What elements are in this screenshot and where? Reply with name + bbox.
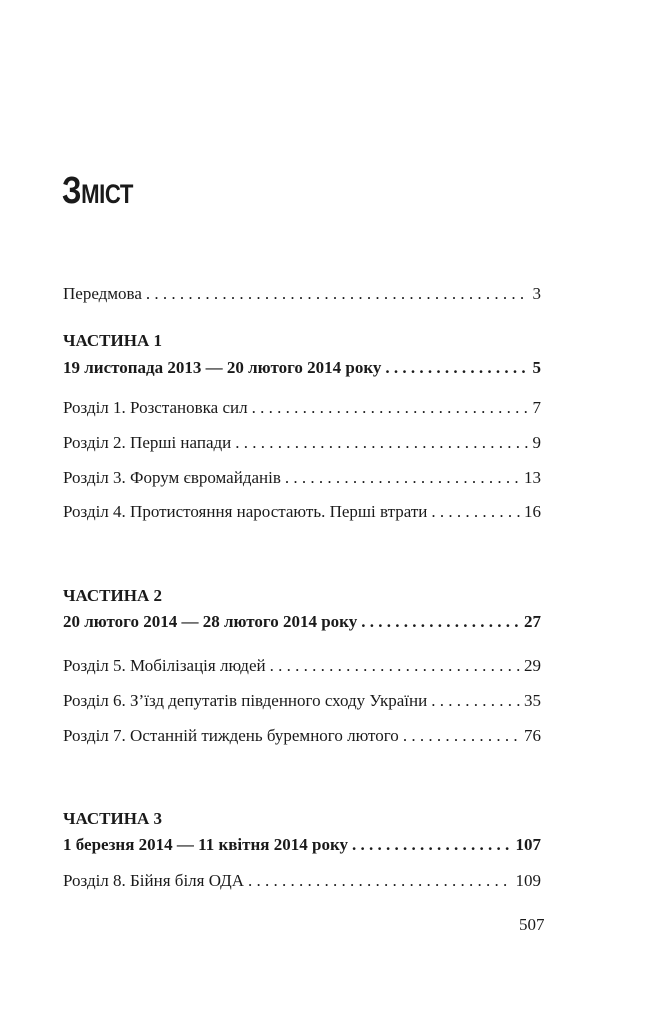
toc-leader xyxy=(235,432,528,454)
toc-leader xyxy=(431,501,520,523)
toc-entry-chapter-1 xyxy=(63,397,541,419)
toc-entry-label: 19 листопада 2013 — 20 лютого 2014 року xyxy=(63,358,382,377)
toc-entry-page: 109 xyxy=(515,871,541,890)
toc-entry-chapter-4 xyxy=(63,501,541,523)
toc-entry-chapter-2 xyxy=(63,432,541,454)
toc-entry-page: 9 xyxy=(532,433,541,452)
toc-entry-label: Розділ 6. З’їзд депутатів південного сходу України xyxy=(63,691,428,710)
toc-entry-label: Розділ 1. Розстановка сил xyxy=(63,398,248,417)
toc-entry-chapter-5 xyxy=(63,655,541,677)
toc-entry-page: 3 xyxy=(532,284,541,303)
toc-entry-chapter-7 xyxy=(63,725,541,747)
page-title-initial: З xyxy=(62,170,82,212)
toc-leader xyxy=(403,725,520,747)
toc-entry-page: 16 xyxy=(524,502,541,521)
toc-entry-label: Передмова xyxy=(63,284,142,303)
toc-entry-page: 5 xyxy=(532,358,541,377)
part-heading-1: ЧАСТИНА 1 xyxy=(63,331,162,350)
toc-part-2-dates xyxy=(63,611,541,633)
toc-entry-page: 107 xyxy=(515,835,541,854)
toc-entry-page: 29 xyxy=(524,656,541,675)
page-number: 507 xyxy=(519,915,545,934)
toc-leader xyxy=(285,467,520,489)
part-heading-3: ЧАСТИНА 3 xyxy=(63,809,162,828)
toc-leader xyxy=(352,834,511,856)
toc-entry-label: Розділ 2. Перші напади xyxy=(63,433,232,452)
toc-entry-chapter-6 xyxy=(63,690,541,712)
toc-entry-page: 35 xyxy=(524,691,541,710)
toc-leader xyxy=(270,655,520,677)
toc-entry-label: Розділ 5. Мобілізація людей xyxy=(63,656,266,675)
toc-entry-chapter-8 xyxy=(63,870,541,892)
toc-entry-label: Розділ 8. Бійня біля ОДА xyxy=(63,871,245,890)
toc-leader xyxy=(252,397,529,419)
part-heading-2: ЧАСТИНА 2 xyxy=(63,586,162,605)
toc-part-3-dates xyxy=(63,834,541,856)
toc-entry-label: Розділ 7. Останній тиждень буремного лютого xyxy=(63,726,399,745)
toc-entry-label: 20 лютого 2014 — 28 лютого 2014 року xyxy=(63,612,358,631)
toc-entry-page: 27 xyxy=(524,612,541,631)
toc-leader xyxy=(361,611,520,633)
toc-entry-chapter-3 xyxy=(63,467,541,489)
toc-entry-label: Розділ 3. Форум євромайданів xyxy=(63,468,281,487)
toc-entry-label: 1 березня 2014 — 11 квітня 2014 року xyxy=(63,835,349,854)
page-title-rest: МІСТ xyxy=(81,179,134,209)
toc-part-1-dates xyxy=(63,357,541,379)
toc-entry-foreword xyxy=(63,283,541,305)
toc-entry-page: 7 xyxy=(532,398,541,417)
toc-entry-page: 13 xyxy=(524,468,541,487)
page-title xyxy=(62,170,133,213)
toc-leader xyxy=(146,283,529,305)
toc-entry-label: Розділ 4. Протистояння наростають. Перші втрати xyxy=(63,502,428,521)
toc-entry-page: 76 xyxy=(524,726,541,745)
toc-leader xyxy=(248,870,511,892)
toc-leader xyxy=(385,357,528,379)
toc-leader xyxy=(431,690,520,712)
